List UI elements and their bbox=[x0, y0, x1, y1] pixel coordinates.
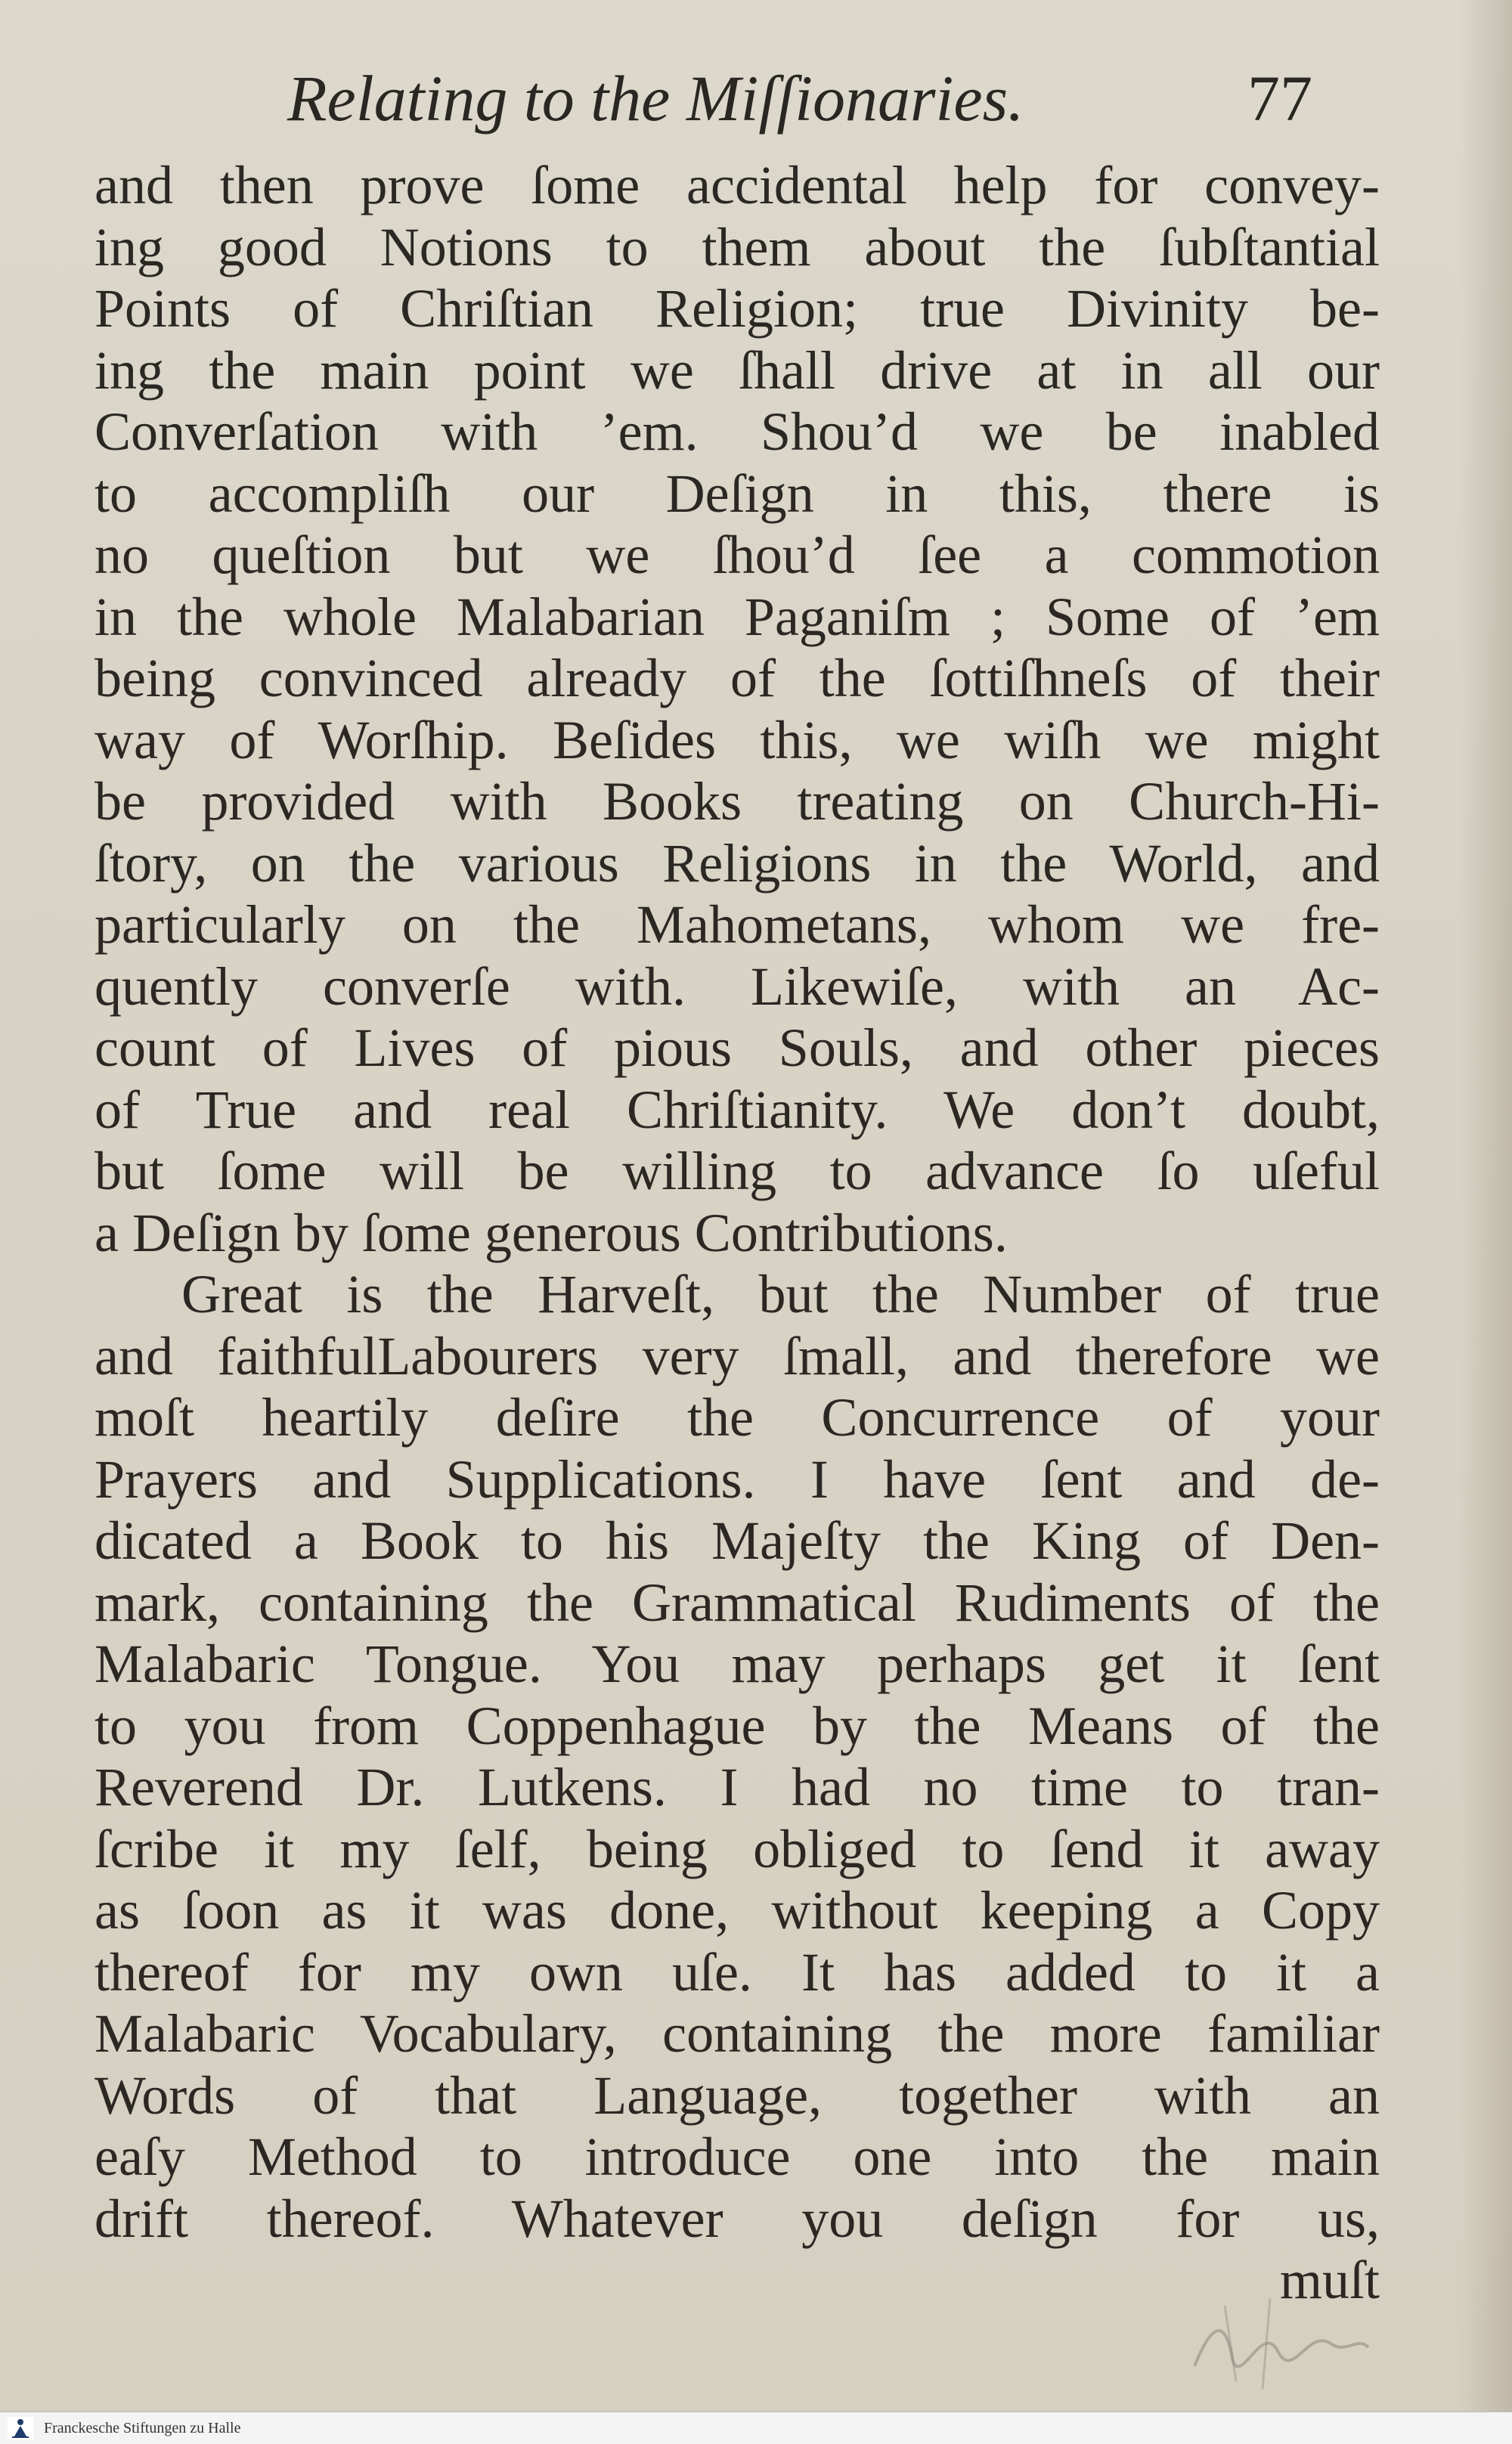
page-number: 77 bbox=[1247, 62, 1312, 135]
text-line: ſcribe it my ſelf, being obliged to ſend it away bbox=[94, 1818, 1380, 1879]
pencil-annotation-mark bbox=[1179, 2283, 1376, 2396]
text-line: thereof for my own uſe. It has added to it a bbox=[94, 1941, 1380, 2003]
text-line: as ſoon as it was done, without keeping a Copy bbox=[94, 1880, 1380, 1941]
running-head: Relating to the Miſſionaries. bbox=[287, 62, 1024, 135]
text-line: of True and real Chriſtianity. We don’t doubt, bbox=[94, 1079, 1380, 1140]
text-line: but ſome will be willing to advance ſo uſeful bbox=[94, 1141, 1380, 1201]
text-line: Malabaric Vocabulary, containing the more familiar bbox=[94, 2003, 1380, 2064]
text-line: be provided with Books treating on Church-Hi- bbox=[94, 771, 1380, 832]
text-line: Reverend Dr. Lutkens. I had no time to tran- bbox=[94, 1757, 1380, 1817]
text-line: drift thereof. Whatever you deſign for us, bbox=[94, 2188, 1380, 2249]
paragraph-start-line: Great is the Harveſt, but the Number of true bbox=[181, 1264, 1380, 1324]
text-line: Prayers and Supplications. I have ſent and de- bbox=[94, 1448, 1380, 1510]
text-line: ing good Notions to them about the ſubſtantial bbox=[94, 216, 1380, 277]
text-line: ing the main point we ſhall drive at in all our bbox=[94, 339, 1380, 401]
text-line: mark, containing the Grammatical Rudiments of the bbox=[94, 1572, 1380, 1633]
footer-bar bbox=[0, 2411, 1512, 2444]
text-line: Converſation with ’em. Shou’d we be inabled bbox=[94, 401, 1380, 462]
text-line: dicated a Book to his Majeſty the King of Den- bbox=[94, 1510, 1380, 1571]
text-line: Malabaric Tongue. You may perhaps get it ſent bbox=[94, 1634, 1380, 1694]
text-line: ſtory, on the various Religions in the World, and bbox=[94, 832, 1380, 894]
text-line: particularly on the Mahometans, whom we fre- bbox=[94, 894, 1380, 955]
catchword: muſt bbox=[1279, 2250, 1380, 2310]
page-edge-shadow bbox=[1459, 0, 1512, 2411]
institution-logo-icon bbox=[8, 2417, 33, 2439]
text-line: quently converſe with. Likewiſe, with an Ac- bbox=[94, 956, 1380, 1017]
footer-label: Franckesche Stiftungen zu Halle bbox=[44, 2420, 241, 2436]
text-line: to you from Coppenhague by the Means of the bbox=[94, 1695, 1380, 1756]
text-line: eaſy Method to introduce one into the main bbox=[94, 2126, 1380, 2187]
page-header bbox=[287, 60, 1361, 159]
body-text bbox=[94, 155, 1380, 2312]
text-line: and faithfulLabourers very ſmall, and therefore we bbox=[94, 1325, 1380, 1386]
text-line: a Deſign by ſome generous Contributions. bbox=[94, 1202, 1008, 1263]
text-line: moſt heartily deſire the Concurrence of your bbox=[94, 1387, 1380, 1448]
text-line: Points of Chriſtian Religion; true Divinity be- bbox=[94, 278, 1380, 339]
text-line: to accompliſh our Deſign in this, there is bbox=[94, 463, 1380, 524]
text-line: way of Worſhip. Beſides this, we wiſh we might bbox=[94, 709, 1380, 770]
text-line: count of Lives of pious Souls, and other pieces bbox=[94, 1018, 1380, 1078]
text-line: and then prove ſome accidental help for convey- bbox=[94, 155, 1380, 215]
text-line: being convinced already of the ſottiſhneſs of their bbox=[94, 648, 1380, 708]
text-line: Words of that Language, together with an bbox=[94, 2065, 1380, 2126]
text-line: no queſtion but we ſhou’d ſee a commotion bbox=[94, 525, 1380, 585]
text-line: in the whole Malabarian Paganiſm ; Some of ’em bbox=[94, 586, 1380, 647]
